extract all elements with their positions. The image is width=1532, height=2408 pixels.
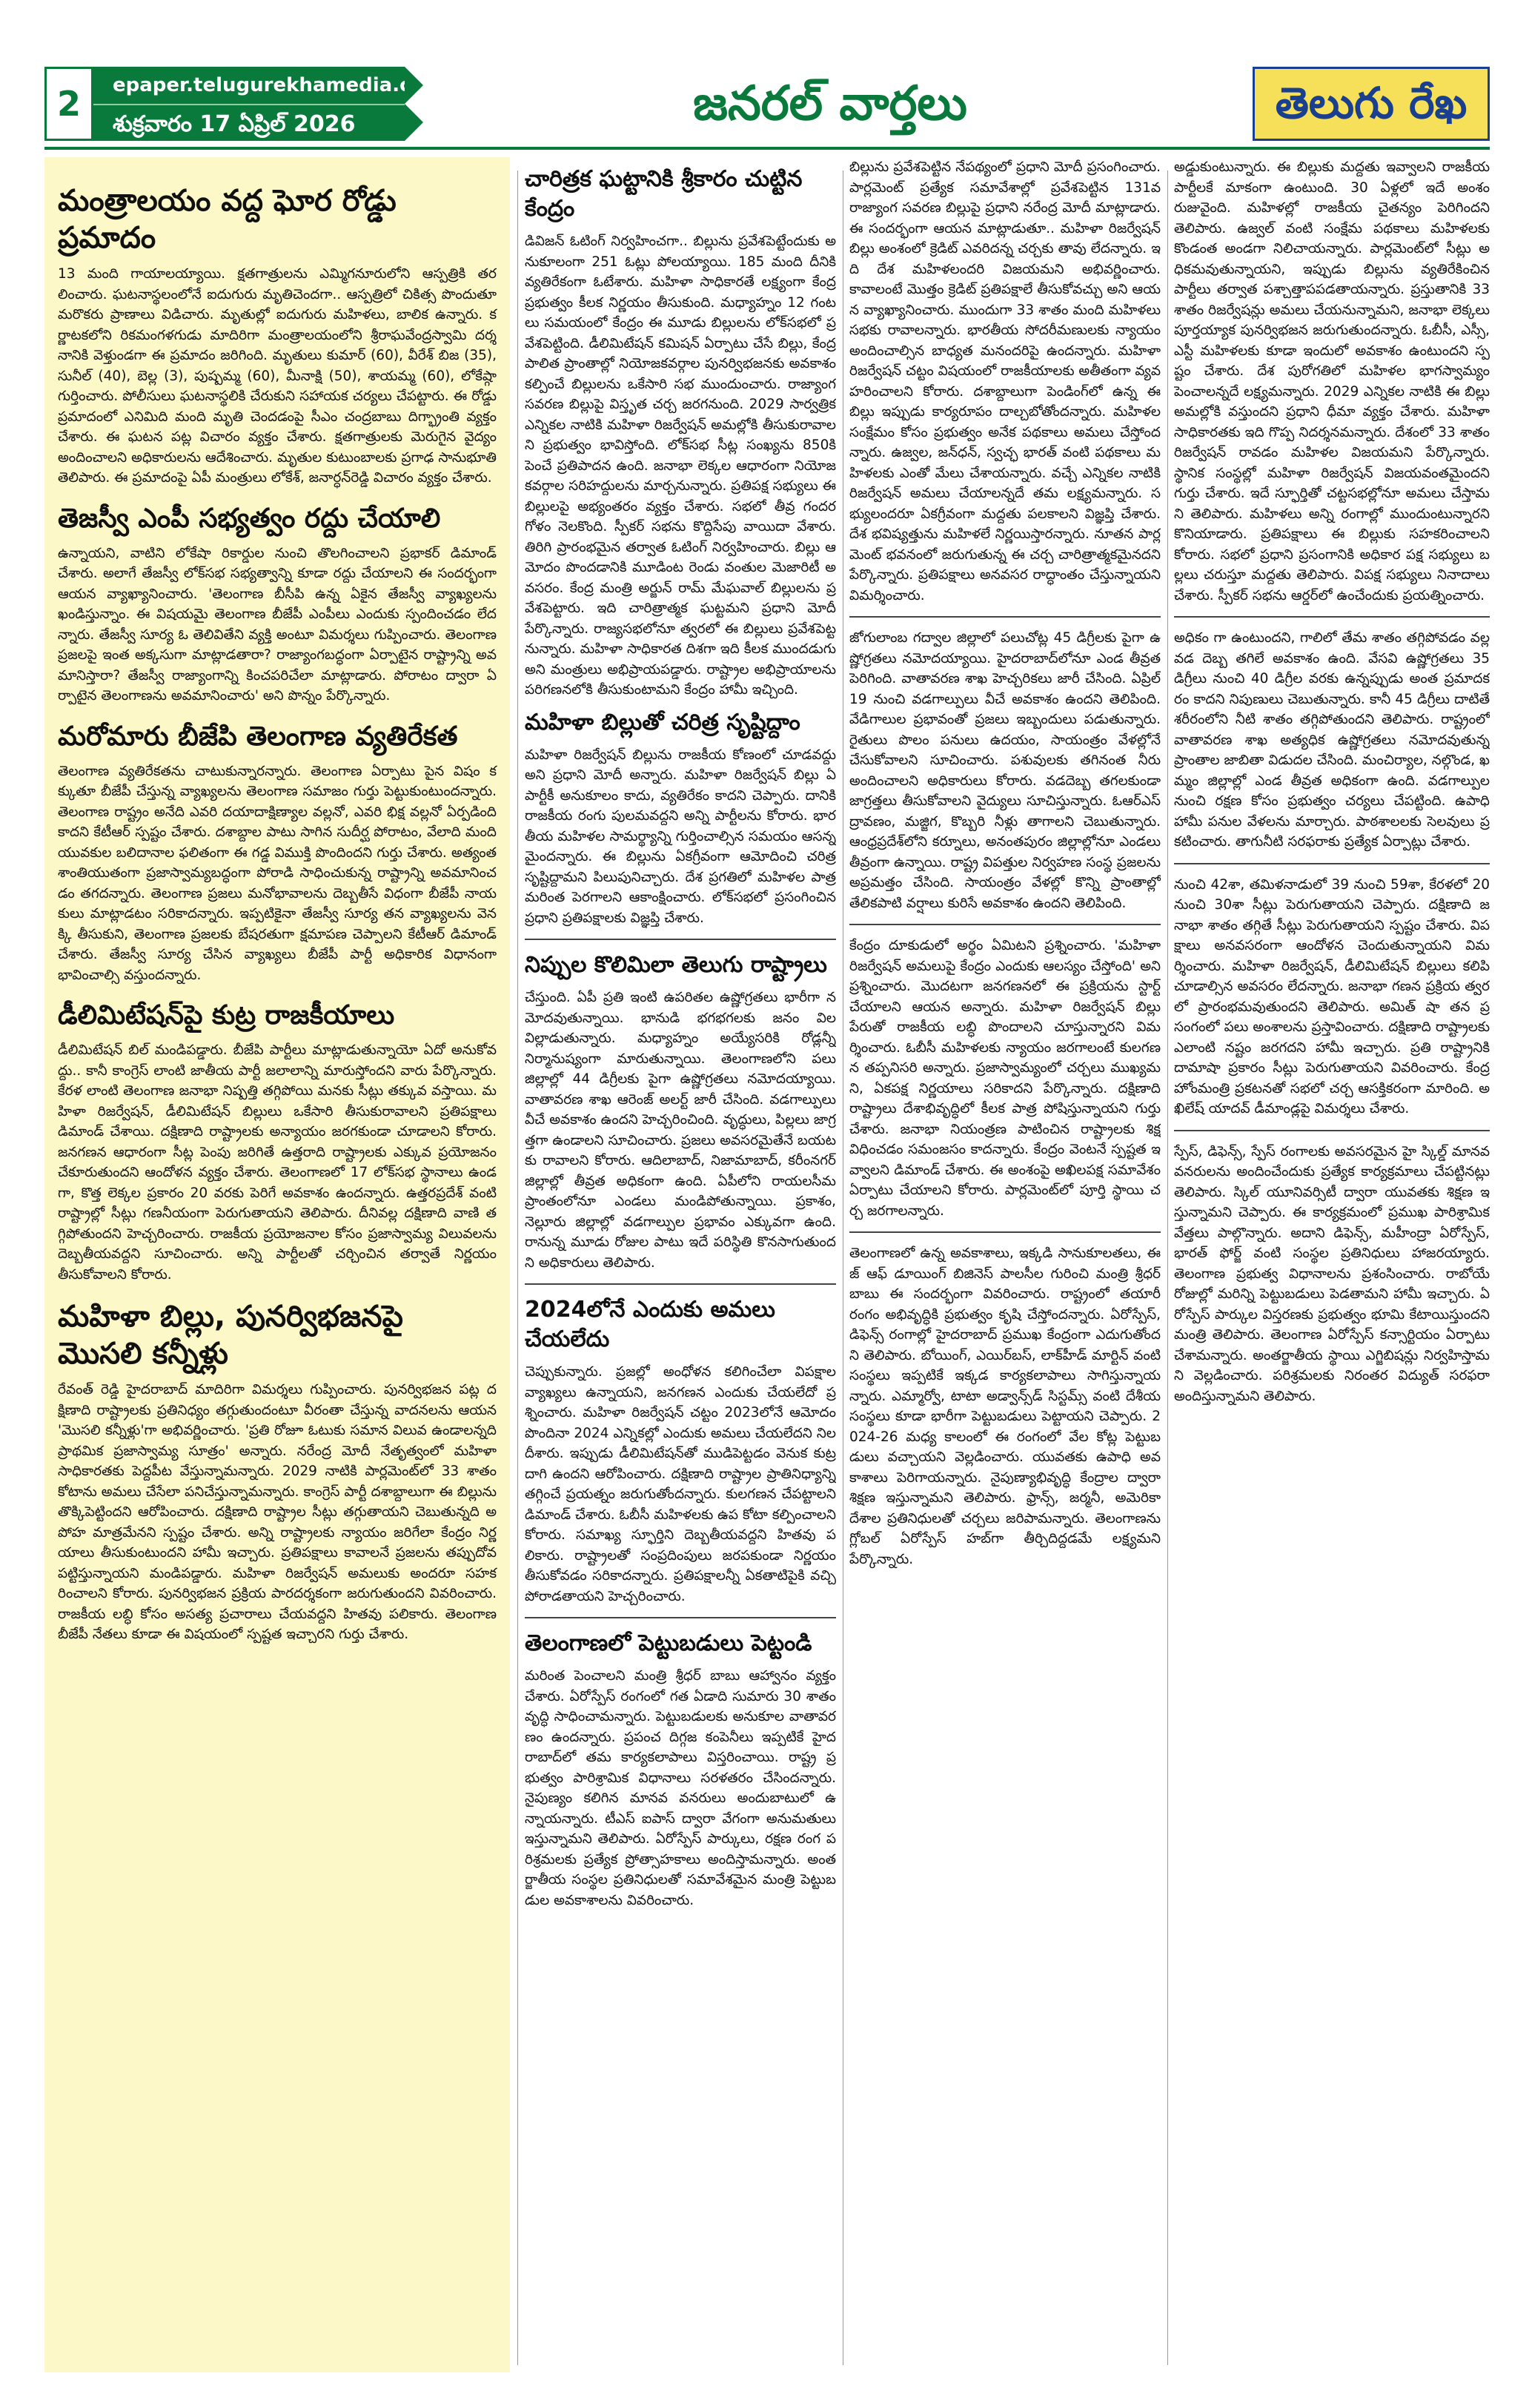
- article-continuation-heatwave-2: అధికం గా ఉంటుందని, గాలిలో తేమ శాతం తగ్గిపోవడం వల్ల వడ దెబ్బ తగిలే అవకాశం ఉంది. వేసవి ఉష్ణోగ్రతలు 35 డిగ్రీలు నుంచి 40 డిగ్రీల వరకు ఉన్నప్పుడు అంత ప్రమాదకరం కాదని నిపుణులు చెబుతున్నారు. కానీ 45 డిగ్రీలు దాటితే శరీరంలోని నీటి శాతం తగ్గిపోతుందని తెలిపారు. రాష్ట్రంలో వాతావరణ శాఖ అత్యధిక ఉష్ణోగ్రతలు నమోదవుతున్న ప్రాంతాల జాబితా విడుదల చేసింది. మంచిర్యాల, నల్గొండ, ఖమ్మం జిల్లాల్లో ఎండ తీవ్రత అధికంగా ఉంది. వడగాల్పుల నుంచి రక్షణ కోసం ప్రభుత్వం చర్యలు చేపట్టింది. ఉపాధి హామీ పనుల వేళలను మార్చారు. పాఠశాలలకు సెలవులు ప్రకటించారు. తాగునీటి సరఫరాకు ప్రత్యేక ఏర్పాట్లు చేశారు.: [1174, 630, 1490, 850]
- section-title: జనరల్ వార్తలు: [693, 76, 967, 131]
- header-divider: [44, 147, 1490, 150]
- column-divider: [517, 171, 518, 2365]
- article-continuation-modi-2: అడ్డుకుంటున్నారు. ఈ బిల్లుకు మద్దతు ఇవ్వాలని రాజకీయ పార్టీలకే మాకంగా ఉంటుంది. 30 ఏళ్లలో ఇదే అంశం రుజువైంది. మహిళల్లో రాజకీయ చైతన్యం పెరిగిందని తెలిపారు. ఉజ్వల్ వంటి సంక్షేమ పథకాలు మహిళలకు కొండంత అండగా నిలిచాయన్నారు. పార్లమెంట్‌లో సీట్లు అధికమవుతున్నాయని, ఇప్పుడు బిల్లును వ్యతిరేకించిన పార్టీలు తర్వాత పశ్చాత్తాపపడతాయన్నారు. ప్రస్తుతానికి 33 శాతం రిజర్వేషన్లు అమలు చేయనున్నామని, జనాభా లెక్కలు పూర్తయ్యాక పునర్విభజన జరుగుతుందన్నారు. ఓబీసీ, ఎస్సీ, ఎస్టీ మహిళలకు కూడా ఇందులో అవకాశం ఉంటుందని స్పష్టం చేశారు. దేశ పురోగతిలో మహిళల భాగస్వామ్యం పెంచాలన్నదే లక్ష్యమన్నారు. 2029 ఎన్నికల నాటికి ఈ బిల్లు అమల్లోకి వస్తుందని ప్రధాని ధీమా వ్యక్తం చేశారు. మహిళా సాధికారతకు ఇది గొప్ప నిదర్శనమన్నారు. దేశంలో 33 శాతం రిజర్వేషన్ రావడం మహిళల విజయమని పేర్కొన్నారు. స్థానిక సంస్థల్లో మహిళా రిజర్వేషన్ విజయవంతమైందని గుర్తు చేశారు. ఇదే స్ఫూర్తితో చట్టసభల్లోనూ అమలు చేస్తామని తెలిపారు. మహిళలు అన్ని రంగాల్లో ముందుంటున్నారని కొనియాడారు. ప్రతిపక్షాలు ఈ బిల్లుకు సహకరించాలని కోరారు. సభలో ప్రధాని ప్రసంగానికి అధికార పక్ష సభ్యులు బల్లలు చరుస్తూ మద్దతు తెలిపారు. విపక్ష సభ్యులు నినాదాలు చేశారు. స్పీకర్ సభను ఆర్డర్‌లో ఉంచేందుకు ప్రయత్నించారు.: [1174, 159, 1490, 603]
- headline-bjp-telangana: మరోమారు బీజేపి తెలంగాణ వ్యతిరేకత: [58, 721, 458, 752]
- article-continuation-heatwave: జోగులాంబ గద్వాల జిల్లాలో పలుచోట్ల 45 డిగ్రీలకు పైగా ఉష్ణోగ్రతలు నమోదయ్యాయి. హైదరాబాద్‌లోనూ ఎండ తీవ్రత పెరిగింది. వాతావరణ శాఖ హెచ్చరికలు జారీ చేసింది. ఏప్రిల్ 19 నుంచి వడగాల్పులు వీచే అవకాశం ఉందని తెలిపింది. వేడిగాలుల ప్రభావంతో ప్రజలు ఇబ్బందులు పడుతున్నారు. రైతులు పొలం పనులు ఉదయం, సాయంత్రం వేళల్లోనే చేసుకోవాలని సూచించారు. పశువులకు తగినంత నీరు అందించాలని అధికారులు కోరారు. వడదెబ్బ తగలకుండా జాగ్రత్తలు తీసుకోవాలని వైద్యులు సూచిస్తున్నారు. ఓఆర్‌ఎస్ ద్రావణం, మజ్జిగ, కొబ్బరి నీళ్లు తాగాలని చెబుతున్నారు. ఆంధ్రప్రదేశ్‌లోని కర్నూలు, అనంతపురం జిల్లాల్లోనూ ఎండలు తీవ్రంగా ఉన్నాయి. రాష్ట్ర విపత్తుల నిర్వహణ సంస్థ ప్రజలను అప్రమత్తం చేసింది. సాయంత్రం వేళల్లో కొన్ని ప్రాంతాల్లో తేలికపాటి వర్షాలు కురిసే అవకాశం ఉందని తెలిపింది.: [849, 630, 1161, 911]
- page-header: [44, 67, 1490, 141]
- column-divider: [1167, 171, 1168, 2365]
- article-body-heatwave: చేస్తుంది. ఏపీ ప్రతి ఇంటి ఉపరితల ఉష్ణోగ్రతలు భారీగా నమోదవుతున్నాయి. భానుడి భగభగలకు జనం విలవిల్లాడుతున్నారు. మధ్యాహ్నం అయ్యేసరికి రోడ్లన్నీ నిర్మానుష్యంగా మారుతున్నాయి. తెలంగాణలోని పలు జిల్లాల్లో 44 డిగ్రీలకు పైగా ఉష్ణోగ్రతలు నమోదయ్యాయి. వాతావరణ శాఖ ఆరెంజ్ అలర్ట్ జారీ చేసింది. వడగాల్పులు వీచే అవకాశం ఉందని హెచ్చరించింది. వృద్ధులు, పిల్లలు జాగ్రత్తగా ఉండాలని సూచించారు. ప్రజలు అవసరమైతేనే బయటకు రావాలని కోరారు. ఆదిలాబాద్, నిజామాబాద్, కరీంనగర్ జిల్లాల్లో తీవ్రత అధికంగా ఉంది. ఏపీలోని రాయలసీమ ప్రాంతంలోనూ ఎండలు మండిపోతున్నాయి. ప్రకాశం, నెల్లూరు జిల్లాల్లో వడగాల్పుల ప్రభావం ఎక్కువగా ఉంది. రానున్న మూడు రోజుల పాటు ఇదే పరిస్థితి కొనసాగుతుందని అధికారులు తెలిపారు.: [525, 990, 836, 1271]
- article-body-road-accident: 13 మంది గాయాలయ్యాయి. క్షతగాత్రులను ఎమ్మిగనూరులోని ఆస్పత్రికి తరలించారు. ఘటనాస్థలంలోనే ఐదుగురు మృతిచెందగా.. ఆస్పత్రిలో చికిత్స పొందుతూ మరొకరు ప్రాణాలు విడిచారు. మృతుల్లో ఐదుగురు మహిళలు, బాలిక ఉన్నారు. కర్ణాటకలోని రికమంగళగుడు మాదిరిగా మంత్రాలయంలోని శ్రీరాఘవేంద్రస్వామి దర్శనానికి వెళ్తుండగా ఈ ప్రమాదం జరిగింది. మృతులు కుమార్ (60), వీరేశ్ బిజ (35), సునీల్ (40), బెల్ల (3), పుష్పమ్మ (60), మీనాక్షి (50), శాయమ్మ (60), లోకేష్గా గుర్తించారు. పోలీసులు ఘటనాస్థలికి చేరుకుని సహాయక చర్యలు చేపట్టారు. ఈ రోడ్డు ప్రమాదంలో ఎనిమిది మంది మృతి చెందడంపై సీఎం చంద్రబాబు దిగ్భ్రాంతి వ్యక్తం చేశారు. ఈ ఘటన పట్ల విచారం వ్యక్తం చేశారు. క్షతగాత్రులకు మెరుగైన వైద్యం అందించాలని అధికారులను ఆదేశించారు. మృతుల కుటుంబాలకు ప్రగాఢ సానుభూతి తెలిపారు. ఈ ప్రమాదంపై ఏపీ మంత్రులు లోకేశ్, జనార్ధన్‌రెడ్డి విచారం వ్యక్తం చేశారు.: [58, 266, 497, 486]
- article-divider: [1174, 616, 1490, 618]
- article-divider: [849, 924, 1161, 925]
- headline-road-accident: మంత్రాలయం వద్ద ఘోర రోడ్డు ప్రమాదం: [58, 184, 397, 255]
- article-divider: [525, 939, 836, 940]
- article-body-why-not-2024: చెప్పుకున్నారు. ప్రజల్లో అంధోళన కలిగించేలా విపక్షాల వ్యాఖ్యలు ఉన్నాయని, జనగణన ఎందుకు చేయలేదో ప్రశ్నించారు. మహిళా రిజర్వేషన్ చట్టం 2023లోనే ఆమోదం పొందినా 2024 ఎన్నికల్లో ఎందుకు అమలు చేయలేదని నిలదీశారు. ఇప్పుడు డీలిమిటేషన్‌తో ముడిపెట్టడం వెనుక కుట్ర దాగి ఉందని ఆరోపించారు. దక్షిణాది రాష్ట్రాల ప్రాతినిధ్యాన్ని తగ్గించే ప్రయత్నం జరుగుతోందన్నారు. కులగణన చేపట్టాలని డిమాండ్ చేశారు. ఓబీసీ మహిళలకు ఉప కోటా కల్పించాలని కోరారు. సమాఖ్య స్ఫూర్తిని దెబ్బతీయవద్దని హితవు పలికారు. రాష్ట్రాలతో సంప్రదింపులు జరపకుండా నిర్ణయం తీసుకోవడం సరికాదన్నారు. ప్రతిపక్షాలన్నీ ఏకతాటిపైకి వచ్చి పోరాడతాయని హెచ్చరించారు.: [525, 1364, 836, 1604]
- column-2: [525, 157, 836, 2372]
- headline-why-not-2024: 2024లోనే ఎందుకు అమలు చేయలేదు: [525, 1297, 775, 1352]
- article-divider: [1174, 863, 1490, 864]
- headline-delimitation: డీలిమిటేషన్‌పై కుట్ర రాజకీయాలు: [58, 1000, 395, 1031]
- column-left: [44, 157, 510, 2372]
- article-divider: [525, 1283, 836, 1285]
- masthead-logo: తెలుగు రేఖ: [1253, 67, 1490, 141]
- article-body-womens-bill-history: మహిళా రిజర్వేషన్ బిల్లును రాజకీయ కోణంలో చూడవద్దు అని ప్రధాని మోదీ అన్నారు. మహిళా రిజర్వేషన్ బిల్లు ఏ పార్టీకీ అనుకూలం కాదు, వ్యతిరేకం కాదని చెప్పారు. దానికి రాజకీయ రంగు పులమవద్దని అన్ని పార్టీలను కోరారు. భారతీయ మహిళల సామర్థ్యాన్ని గుర్తించాల్సిన సమయం ఆసన్నమైందన్నారు. ఈ బిల్లును ఏకగ్రీవంగా ఆమోదించి చరిత్ర సృష్టిద్దామని పిలుపునిచ్చారు. దేశ ప్రగతిలో మహిళల పాత్ర మరింత పెరగాలని ఆకాంక్షించారు. లోక్‌సభలో ప్రసంగించిన ప్రధాని ప్రతిపక్షాలకు విజ్ఞప్తి చేశారు.: [525, 747, 836, 926]
- article-continuation-invest: తెలంగాణలో ఉన్న అవకాశాలు, ఇక్కడి సానుకూలతలు, ఈజ్ ఆఫ్ డూయింగ్ బిజినెస్ పాలసీల గురించి మంత్రి శ్రీధర్ బాబు ఈ సందర్భంగా వివరించారు. రాష్ట్రంలో తయారీ రంగం అభివృద్ధికి ప్రభుత్వం కృషి చేస్తోందన్నారు. ఏరోస్పేస్, డిఫెన్స్ రంగాల్లో హైదరాబాద్ ప్రముఖ కేంద్రంగా ఎదుగుతోందని తెలిపారు. బోయింగ్, ఎయిర్‌బస్, లాక్‌హీడ్ మార్టిన్ వంటి సంస్థలు ఇప్పటికే ఇక్కడ కార్యకలాపాలు సాగిస్తున్నాయన్నారు. ఎమ్మార్వో, టాటా అడ్వాన్స్‌డ్ సిస్టమ్స్ వంటి దేశీయ సంస్థలు కూడా భారీగా పెట్టుబడులు పెట్టాయని చెప్పారు. 2024-26 మధ్య కాలంలో ఈ రంగంలో వేల కోట్ల పెట్టుబడులు వచ్చాయని వెల్లడించారు. యువతకు ఉపాధి అవకాశాలు పెరిగాయన్నారు. నైపుణ్యాభివృద్ధి కేంద్రాల ద్వారా శిక్షణ ఇస్తున్నామని తెలిపారు. ఫ్రాన్స్, జర్మనీ, అమెరికా దేశాల ప్రతినిధులతో చర్చలు జరిపామన్నారు. తెలంగాణను గ్లోబల్ ఏరోస్పేస్ హబ్‌గా తీర్చిదిద్దడమే లక్ష్యమని పేర్కొన్నారు.: [849, 1246, 1161, 1567]
- newspaper-page: [44, 67, 1490, 2372]
- article-continuation-modi: బిల్లును ప్రవేశపెట్టిన నేపథ్యంలో ప్రధాని మోదీ ప్రసంగించారు. పార్లమెంట్ ప్రత్యేక సమావేశాల్లో ప్రవేశపెట్టిన 131వ రాజ్యాంగ సవరణ బిల్లుపై ప్రధాని నరేంద్ర మోదీ మాట్లాడారు. ఈ సందర్భంగా ఆయన మాట్లాడుతూ.. మహిళా రిజర్వేషన్ బిల్లు అంశంలో క్రెడిట్ ఎవరిదన్న చర్చకు తావు లేదన్నారు. ఇది దేశ మహిళలందరి విజయమని అభివర్ణించారు. కావాలంటే మొత్తం క్రెడిట్ ప్రతిపక్షాలే తీసుకోవచ్చు అని ఆయన వ్యాఖ్యానించారు. ముందుగా 33 శాతం మంది మహిళలు సభకు రావాలన్నారు. భారతీయ సోదరీమణులకు న్యాయం అందించాల్సిన బాధ్యత మనందరిపై ఉందన్నారు. మహిళా రిజర్వేషన్ చట్టం విషయంలో రాజకీయాలకు అతీతంగా వ్యవహరించాలని కోరారు. దశాబ్దాలుగా పెండింగ్‌లో ఉన్న ఈ బిల్లు ఇప్పుడు కార్యరూపం దాల్చబోతోందన్నారు. మహిళల సంక్షేమం కోసం ప్రభుత్వం అనేక పథకాలు అమలు చేస్తోందన్నారు. ఉజ్వల, జన్‌ధన్, స్వచ్ఛ భారత్ వంటి పథకాలు మహిళలకు ఎంతో మేలు చేశాయన్నారు. వచ్చే ఎన్నికల నాటికి రిజర్వేషన్ అమలు చేయాలన్నదే తమ లక్ష్యమన్నారు. సభ్యులందరూ ఏకగ్రీవంగా మద్దతు పలకాలని విజ్ఞప్తి చేశారు. దేశ భవిష్యత్తును మహిళలే నిర్ణయిస్తారన్నారు. నూతన పార్లమెంట్ భవనంలో జరుగుతున్న ఈ చర్చ చారిత్రాత్మకమైనదని పేర్కొన్నారు. ప్రతిపక్షాలు అనవసర రాద్ధాంతం చేస్తున్నాయని విమర్శించారు.: [849, 159, 1161, 603]
- page-number: 2: [44, 67, 93, 141]
- date-arrow-decoration: [405, 104, 423, 141]
- article-body-crocodile-tears: రేవంత్ రెడ్డి హైదరాబాద్ మాదిరిగా విమర్శలు గుప్పించారు. పునర్విభజన పట్ల దక్షిణాది రాష్ట్రాలకు ప్రతినిధ్యం తగ్గుతుందంటూ వీరంతా చేస్తున్న వాదనలను ఆయన 'మొసలి కన్నీళ్లు'గా అభివర్ణించారు. 'ప్రతి రోజూ ఓటుకు సమాన విలువ ఉండాలన్నది ప్రాథమిక ప్రజాస్వామ్య సూత్రం' అన్నారు. నరేంద్ర మోదీ నేతృత్వంలో మహిళా సాధికారతకు పెద్దపీట వేస్తున్నామన్నారు. 2029 నాటికి పార్లమెంట్‌లో 33 శాతం కోటాను అమలు చేసేలా పనిచేస్తున్నామన్నారు. కాంగ్రెస్ పార్టీ దశాబ్దాలుగా ఈ బిల్లును తొక్కిపెట్టిందని ఆరోపించారు. దక్షిణాది రాష్ట్రాల సీట్లు తగ్గుతాయని చెబుతున్నది అపోహ మాత్రమేనని స్పష్టం చేశారు. అన్ని రాష్ట్రాలకు న్యాయం జరిగేలా కేంద్రం నిర్ణయాలు తీసుకుంటుందని హామీ ఇచ్చారు. ప్రతిపక్షాలు కావాలనే ప్రజలను తప్పుదోవ పట్టిస్తున్నాయని మండిపడ్డారు. మహిళా రిజర్వేషన్ అమలుకు అందరూ సహకరించాలని కోరారు. పునర్విభజన ప్రక్రియ పారదర్శకంగా జరుగుతుందని వివరించారు. రాజకీయ లబ్ధి కోసం అసత్య ప్రచారాలు చేయవద్దని హితవు పలికారు. తెలంగాణ బీజేపీ నేతలు కూడా ఈ విషయంలో స్పష్టత ఇచ్చారని గుర్తు చేశారు.: [58, 1382, 497, 1642]
- headline-womens-bill-history: మహిళా బిల్లుతో చరిత్ర సృష్టిద్దాం: [525, 709, 800, 735]
- article-body-invest-telangana: మరింత పెంచాలని మంత్రి శ్రీధర్ బాబు ఆహ్వానం వ్యక్తం చేశారు. ఏరోస్పేస్ రంగంలో గత ఏడాది సుమారు 30 శాతం వృద్ధి సాధించామన్నారు. పెట్టుబడులకు అనుకూల వాతావరణం ఉందన్నారు. ప్రపంచ దిగ్గజ కంపెనీలు ఇప్పటికే హైదరాబాద్‌లో తమ కార్యకలాపాలు విస్తరించాయి. రాష్ట్ర ప్రభుత్వం పారిశ్రామిక విధానాలు సరళతరం చేసిందన్నారు. నైపుణ్యం కలిగిన మానవ వనరులు అందుబాటులో ఉన్నాయన్నారు. టీఎస్ ఐపాస్ ద్వారా వేగంగా అనుమతులు ఇస్తున్నామని తెలిపారు. ఏరోస్పేస్ పార్కులు, రక్షణ రంగ పరిశ్రమలకు ప్రత్యేక ప్రోత్సాహకాలు అందిస్తామన్నారు. అంతర్జాతీయ సంస్థల ప్రతినిధులతో సమావేశమైన మంత్రి పెట్టుబడుల అవకాశాలను వివరించారు.: [525, 1668, 836, 1908]
- article-divider: [1174, 1130, 1490, 1131]
- column-4: [1174, 157, 1490, 2372]
- headline-invest-telangana: తెలంగాణలో పెట్టుబడులు పెట్టండి: [525, 1630, 812, 1656]
- headline-tejasvi: తెజస్వీ ఎంపీ సభ్యత్వం రద్దు చేయాలి: [58, 503, 441, 534]
- article-continuation-2024-2: నుంచి 42శా, తమిళనాడులో 39 నుంచి 59శా, కేరళలో 20 నుంచి 30శా సీట్లు పెరుగుతాయని చెప్పారు. దక్షిణాది జనాభా శాతం తగ్గితే సీట్లు పెరుగుతాయని స్పష్టం చేశారు. విపక్షాలు అనవసరంగా ఆందోళన చెందుతున్నాయని విమర్శించారు. మహిళా రిజర్వేషన్, డీలిమిటేషన్ బిల్లులు కలిపి చూడాల్సిన అవసరం లేదన్నారు. జనాభా గణన ప్రక్రియ త్వరలో ప్రారంభమవుతుందని తెలిపారు. అమిత్ షా తన ప్రసంగంలో పలు అంశాలను ప్రస్తావించారు. దక్షిణాది రాష్ట్రాలకు ఎలాంటి నష్టం జరగదని హామీ ఇచ్చారు. ప్రతి రాష్ట్రానికి దామాషా ప్రకారం సీట్లు పెరుగుతాయని వివరించారు. కేంద్ర హోంమంత్రి ప్రకటనతో సభలో చర్చ ఆసక్తికరంగా మారింది. అఖిలేష్ యాదవ్ డీమాండ్లపై విమర్శలు చేశారు.: [1174, 876, 1490, 1117]
- issue-date: శుక్రవారం 17 ఏప్రిల్ 2026: [93, 104, 405, 141]
- headline-historic-moment: చారిత్రక ఘట్టానికి శ్రీకారం చుట్టిన కేంద్రం: [525, 166, 803, 222]
- article-divider: [525, 1617, 836, 1618]
- article-continuation-2024: కేంద్రం దూకుడులో అర్థం ఏమిటని ప్రశ్నించారు. 'మహిళా రిజర్వేషన్ అమలుపై కేంద్రం ఎందుకు ఆలస్యం చేస్తోంది' అని ప్రశ్నించారు. మొదటగా జనగణనలో ఈ ప్రక్రియను స్టార్ట్ చేయాలని ఆయన అన్నారు. మహిళా రిజర్వేషన్ బిల్లు పేరుతో రాజకీయ లబ్ధి పొందాలని చూస్తున్నారని విమర్శించారు. ఓబీసీ మహిళలకు న్యాయం జరగాలంటే కులగణన తప్పనిసరి అన్నారు. ప్రజాస్వామ్యంలో చర్చలు ముఖ్యమని, ఏకపక్ష నిర్ణయాలు సరికాదని పేర్కొన్నారు. దక్షిణాది రాష్ట్రాలు దేశాభివృద్ధిలో కీలక పాత్ర పోషిస్తున్నాయని గుర్తు చేశారు. జనాభా నియంత్రణ పాటించిన రాష్ట్రాలకు శిక్ష విధించడం సమంజసం కాదన్నారు. కేంద్రం వెంటనే స్పష్టత ఇవ్వాలని డిమాండ్ చేశారు. ఈ అంశంపై అఖిలపక్ష సమావేశం ఏర్పాటు చేయాలని కోరారు. పార్లమెంట్‌లో పూర్తి స్థాయి చర్చ జరగాలన్నారు.: [849, 938, 1161, 1219]
- article-divider: [849, 1231, 1161, 1233]
- url-arrow-decoration: [405, 67, 423, 104]
- article-body-tejasvi: ఉన్నాయని, వాటిని లోకేషా రికార్డుల నుంచి తొలగించాలని ప్రభాకర్ డిమాండ్ చేశారు. అలాగే తేజస్వీ లోక్‌సభ సభ్యత్వాన్ని కూడా రద్దు చేయాలని ఈ సందర్భంగా ఆయన వ్యాఖ్యానించారు. 'తెలంగాణ బీసీపి ఉన్న ఏకైన తేజస్వీ వ్యాఖ్యలను ఖండిస్తున్నాం. ఈ విషయమై తెలంగాణ బీజేపీ ఎంపీలు ఎందుకు స్పందించడం లేదన్నారు. తేజస్వీ సూర్య ఓ తెలివితేని వ్యక్తి అంటూ విమర్శలు గుప్పించారు. తెలంగాణ ప్రజలపై ఇంత అక్కసుగా మాట్లాడతారా? రాజ్యాంగబద్ధంగా ఏర్పాటైన రాష్ట్రాన్ని అవమానిస్తారా? తేజస్వీ రాజ్యాంగాన్ని కించపరిచేలా మాట్లాడారు. పోరాటం ద్వారా ఏర్పాటైన తెలంగాణను అవమానించారు' అని పొన్నం పేర్కొన్నారు.: [58, 545, 497, 704]
- headline-heatwave: నిప్పుల కొలిమిలా తెలుగు రాష్ట్రాలు: [525, 952, 827, 978]
- article-continuation-invest-2: స్పేస్, డిఫెన్స్, స్పేస్ రంగాలకు అవసరమైన హై స్కిల్డ్ మానవ వనరులను అందించేందుకు ప్రత్యేక కార్యక్రమాలు చేపట్టినట్లు తెలిపారు. స్కిల్ యూనివర్సిటీ ద్వారా యువతకు శిక్షణ ఇస్తున్నామని చెప్పారు. ఈ కార్యక్రమంలో ప్రముఖ పారిశ్రామికవేత్తలు పాల్గొన్నారు. అదాని డిఫెన్స్, మహీంద్రా ఏరోస్పేస్, భారత్ ఫోర్జ్ వంటి సంస్థల ప్రతినిధులు హాజరయ్యారు. తెలంగాణ ప్రభుత్వ విధానాలను ప్రశంసించారు. రాబోయే రోజుల్లో మరిన్ని పెట్టుబడులు పెడతామని హామీ ఇచ్చారు. ఏరోస్పేస్ పార్కుల విస్తరణకు ప్రభుత్వం భూమి కేటాయిస్తుందని మంత్రి తెలిపారు. తెలంగాణ ఏరోస్పేస్ కన్సార్టియం ఏర్పాటు చేశామన్నారు. అంతర్జాతీయ స్థాయి ఎగ్జిబిషన్లు నిర్వహిస్తామని వెల్లడించారు. పరిశ్రమలకు నిరంతర విద్యుత్ సరఫరా అందిస్తున్నామని తెలిపారు.: [1174, 1143, 1490, 1404]
- epaper-url[interactable]: epaper.telugurekhamedia.com: [93, 67, 405, 104]
- article-body-historic-moment: డివిజన్ ఓటింగ్ నిర్వహించగా.. బిల్లును ప్రవేశపెట్టేందుకు అనుకూలంగా 251 ఓట్లు పోలయ్యాయి. 185 మంది దీనికి వ్యతిరేకంగా ఓటేశారు. మహిళా సాధికారతే లక్ష్యంగా కేంద్ర ప్రభుత్వం కీలక నిర్ణయం తీసుకుంది. మధ్యాహ్నం 12 గంటలు సమయంలో కేంద్రం ఈ మూడు బిల్లులను లోక్‌సభలో ప్రవేశపెట్టింది. డీలిమిటేషన్ కమిషన్ ఏర్పాటు చేసే బిల్లు, కేంద్ర పాలిత ప్రాంతాల్లో నియోజకవర్గాల పునర్విభజనకు అవకాశం కల్పించే బిల్లులను ఒకేసారి సభ ముందుంచారు. రాజ్యాంగ సవరణ బిల్లుపై విస్తృత చర్చ జరగనుంది. 2029 సార్వత్రిక ఎన్నికల నాటికి మహిళా రిజర్వేషన్ అమల్లోకి తీసుకురావాలని ప్రభుత్వం భావిస్తోంది. లోక్‌సభ సీట్ల సంఖ్యను 850కి పెంచే ప్రతిపాదన ఉంది. జనాభా లెక్కల ఆధారంగా నియోజకవర్గాల సరిహద్దులను మార్చనున్నారు. ప్రతిపక్ష సభ్యులు ఈ బిల్లులపై అభ్యంతరం వ్యక్తం చేశారు. సభలో తీవ్ర గందరగోళం నెలకొంది. స్పీకర్ సభను కొద్దిసేపు వాయిదా వేశారు. తిరిగి ప్రారంభమైన తర్వాత ఓటింగ్ నిర్వహించారు. బిల్లు ఆమోదం పొందడానికి మూడింట రెండు వంతుల మెజారిటీ అవసరం. కేంద్ర మంత్రి అర్జున్ రామ్ మేఘవాల్ బిల్లులను ప్రవేశపెట్టారు. ఇది చారిత్రాత్మక ఘట్టమని ప్రధాని మోదీ పేర్కొన్నారు. రాజ్యసభలోనూ త్వరలో ఈ బిల్లులు ప్రవేశపెట్టనున్నారు. మహిళా సాధికారత దిశగా ఇది కీలక ముందడుగు అని మంత్రులు అభిప్రాయపడ్డారు. రాష్ట్రాల అభిప్రాయాలను పరిగణనలోకి తీసుకుంటామని కేంద్రం హామీ ఇచ్చింది.: [525, 234, 836, 698]
- article-body-delimitation: డీలిమిటేషన్ బిల్ మండిపడ్డారు. బీజేపి పార్టీలు మాట్లాడుతున్నాయో ఏదో అనుకోవద్దు.. కానీ కాంగ్రెస్ లాంటి జాతీయ పార్టీ జలాలాన్ని మారుస్తోందని వారు పేర్కొన్నారు. కేరళ లాంటి తెలంగాణ జనాభా నిష్పత్తి తగ్గిపోయి మనకు సీట్లు తక్కువ వస్తాయి. మహిళా రిజర్వేషన్, డీలిమిటేషన్ బిల్లులు ఒకేసారి తీసుకురావాలని ప్రతిపక్షాలు డిమాండ్ చేశాయి. దక్షిణాది రాష్ట్రాలకు అన్యాయం జరగకుండా చూడాలని కోరారు. జనగణన ఆధారంగా సీట్ల పెంపు జరిగితే ఉత్తరాది రాష్ట్రాలకు ఎక్కువ ప్రయోజనం చేకూరుతుందని ఆందోళన వ్యక్తం చేశారు. తెలంగాణలో 17 లోక్‌సభ స్థానాలు ఉండగా, కొత్త లెక్కల ప్రకారం 20 వరకు పెరిగే అవకాశం ఉందన్నారు. ఉత్తరప్రదేశ్ వంటి రాష్ట్రాల్లో సీట్లు గణనీయంగా పెరుగుతాయని తెలిపారు. దీనివల్ల దక్షిణాది వాణి తగ్గిపోతుందని హెచ్చరించారు. రాజకీయ ప్రయోజనాల కోసం ప్రజాస్వామ్య విలువలను దెబ్బతీయవద్దని సూచించారు. అన్ని పార్టీలతో చర్చించిన తర్వాతే నిర్ణయం తీసుకోవాలని కోరారు.: [58, 1042, 497, 1283]
- article-divider: [849, 616, 1161, 618]
- article-body-bjp-telangana: తెలంగాణ వ్యతిరేకతను చాటుకున్నారన్నారు. తెలంగాణ ఏర్పాటు పైన విషం కక్కుతూ బీజేపీ చేస్తున్న వ్యాఖ్యలను తెలంగాణ సమాజం గుర్తు పెట్టుకుంటుందన్నారు. తెలంగాణ రాష్ట్రం అనేది ఎవరి దయాదాక్షిణ్యాల వల్లనో, ఎవరి భిక్ష వల్లనో ఏర్పడింది కాదని కేటీఆర్ స్పష్టం చేశారు. దశాబ్దాల పాటు సాగిన సుదీర్ఘ పోరాటం, వేలాది మంది యువకుల బలిదానాల ఫలితంగా ఈ గడ్డ విముక్తి పొందిందని గుర్తు చేశారు. అత్యంత శాంతియుతంగా ప్రజాస్వామ్యబద్ధంగా పోరాడి సాధించుకున్న రాష్ట్రాన్ని అవమానించడం తగదన్నారు. తెలంగాణ ప్రజలు మనోభావాలను దెబ్బతీసే విధంగా బీజేపీ నాయకులు మాట్లాడటం సరికాదన్నారు. ఇప్పటికైనా తేజస్వీ సూర్య తన వ్యాఖ్యలను వెనక్కి తీసుకుని, తెలంగాణ ప్రజలకు బేషరతుగా క్షమాపణ చెప్పాలని కేటీఆర్ డిమాండ్ చేశారు. తేజస్వీ సూర్య చేసిన వ్యాఖ్యలు బీజేపీ పార్టీ అధికారిక విధానంగా భావించాల్సి వస్తుందన్నారు.: [58, 763, 497, 983]
- column-3: [849, 157, 1161, 2372]
- headline-crocodile-tears: మహిళా బిల్లు, పునర్విభజనపై మొసలి కన్నీళ్లు: [58, 1300, 403, 1371]
